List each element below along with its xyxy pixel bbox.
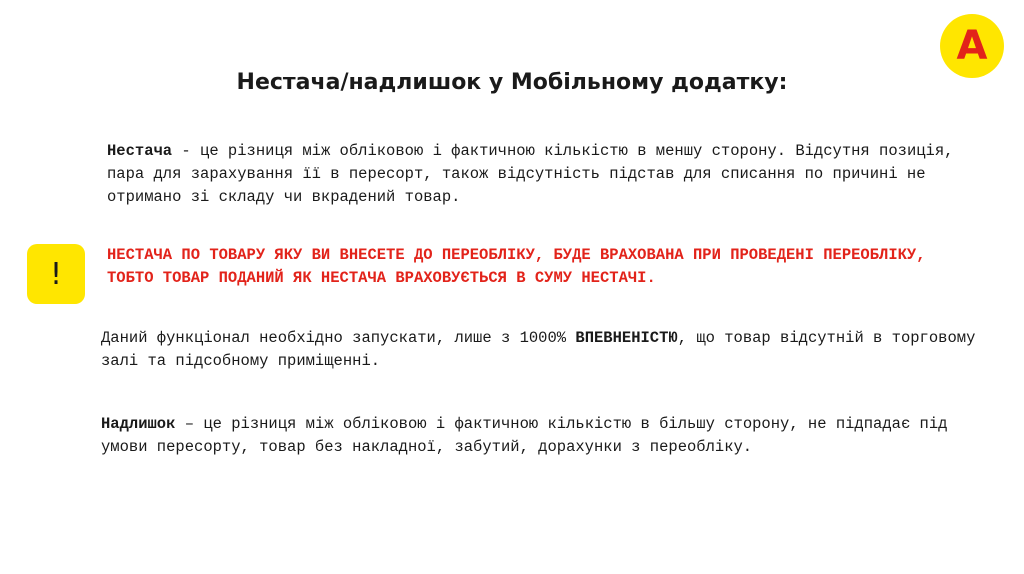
warning-text: НЕСТАЧА ПО ТОВАРУ ЯКУ ВИ ВНЕСЕТЕ ДО ПЕРЕОБЛІКУ, БУДЕ ВРАХОВАНА ПРИ ПРОВЕДЕНІ ПЕРЕОБЛІКУ, ТОБТО ТОВАР ПОДАНИЙ ЯК НЕСТАЧА ВРАХОВУЄТЬСЯ В СУМУ НЕСТАЧІ.	[107, 246, 935, 287]
surplus-definition	[101, 413, 991, 459]
shortage-text: - це різниця між обліковою і фактичною кількістю в меншу сторону. Відсутня позиція, пара для зарахування її в пересорт, також відсутність підстав для списання по причині не отримано зі складу чи вкрадений товар.	[107, 142, 963, 206]
shortage-term: Нестача	[107, 142, 173, 160]
exclamation-icon	[27, 244, 85, 304]
brand-logo-letter: A	[956, 23, 988, 69]
page-title: Нестача/надлишок у Мобільному додатку:	[236, 70, 788, 95]
surplus-text: – це різниця між обліковою і фактичною кількістю в більшу сторону, не підпадає під умови пересорту, товар без накладної, забутий, дорахунки з переобліку.	[101, 415, 957, 456]
functional-text-after: , що товар відсутній в торговому залі та підсобному приміщенні.	[101, 329, 985, 370]
functional-text-before: Даний функціонал необхідно запускати, лише з 1000%	[101, 329, 576, 347]
shortage-definition	[107, 140, 987, 209]
exclamation-glyph: !	[49, 256, 63, 292]
surplus-term: Надлишок	[101, 415, 176, 433]
functional-note	[101, 327, 985, 373]
brand-logo	[940, 14, 1004, 78]
functional-emphasis: ВПЕВНЕНІСТЮ	[575, 329, 678, 347]
